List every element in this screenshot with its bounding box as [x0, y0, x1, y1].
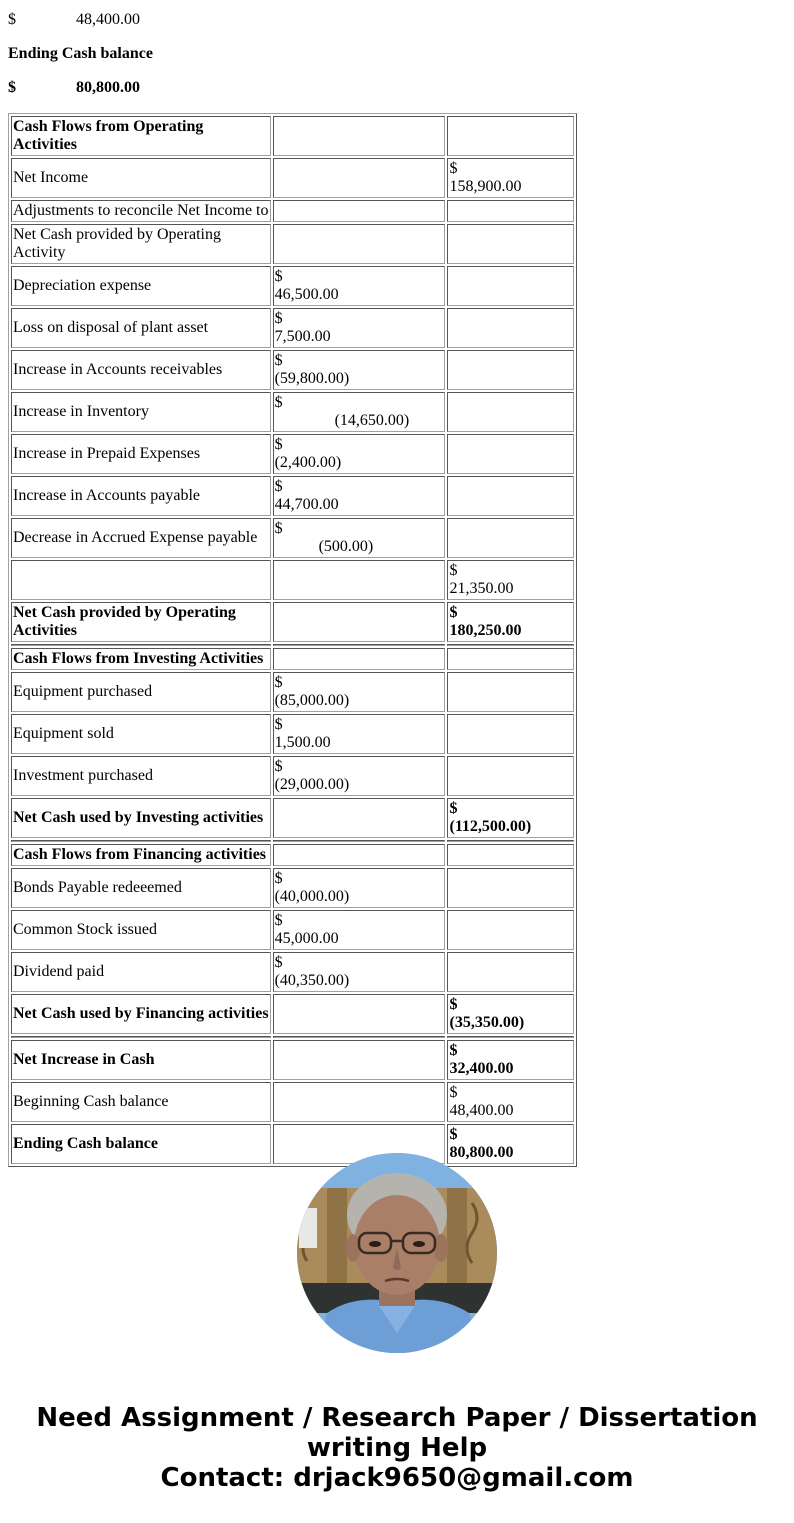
total-cell — [447, 308, 574, 348]
amount-cell — [273, 602, 446, 642]
table-row — [11, 308, 574, 348]
total-cell — [447, 1040, 574, 1080]
row-label: Bonds Payable redeeemed — [11, 868, 271, 908]
table-row — [11, 434, 574, 474]
currency-symbol: $ — [274, 436, 283, 453]
row-label: Beginning Cash balance — [11, 1082, 271, 1122]
row-label: Net Income — [11, 158, 271, 198]
row-label: Loss on disposal of plant asset — [11, 308, 271, 348]
amount-cell — [273, 116, 446, 156]
row-label: Dividend paid — [11, 952, 271, 992]
total-cell — [447, 1082, 574, 1122]
table-row-beginning-cash — [11, 1082, 574, 1122]
amount-value: (40,000.00) — [274, 888, 350, 905]
total-cell — [447, 200, 574, 222]
table-row-ending-cash — [11, 1124, 574, 1164]
row-label: Increase in Accounts payable — [11, 476, 271, 516]
amount-value: (500.00) — [318, 538, 374, 555]
table-row-section-header — [11, 844, 574, 866]
currency-symbol: $ — [274, 394, 283, 411]
total-cell — [447, 350, 574, 390]
amount-cell — [273, 648, 446, 670]
table-row — [11, 350, 574, 390]
total-cell — [447, 756, 574, 796]
amount-cell — [273, 910, 446, 950]
table-row — [11, 672, 574, 712]
amount-cell — [273, 200, 446, 222]
total-value: 80,800.00 — [449, 1144, 514, 1161]
amount-cell — [273, 952, 446, 992]
total-cell — [447, 116, 574, 156]
amount-cell — [273, 266, 446, 306]
row-label: Net Increase in Cash — [11, 1040, 271, 1080]
table-row — [11, 392, 574, 432]
table-row — [11, 560, 574, 600]
total-cell — [447, 910, 574, 950]
row-label: Ending Cash balance — [11, 1124, 271, 1164]
amount-value: 7,500.00 — [274, 328, 331, 345]
total-value: 21,350.00 — [449, 580, 514, 597]
currency-symbol: $ — [274, 758, 283, 775]
total-value: 48,400.00 — [449, 1102, 514, 1119]
table-row-investing-total — [11, 798, 574, 838]
amount-value: (2,400.00) — [274, 454, 342, 471]
amount-value: (85,000.00) — [274, 692, 350, 709]
row-label: Increase in Accounts receivables — [11, 350, 271, 390]
row-label: Investment purchased — [11, 756, 271, 796]
currency-symbol: $ — [449, 562, 458, 579]
total-value: (35,350.00) — [449, 1014, 525, 1031]
total-cell — [447, 714, 574, 754]
table-row-net-increase — [11, 1040, 574, 1080]
amount-cell — [273, 1082, 446, 1122]
promo-contact-line: Contact: drjack9650@gmail.com — [160, 1463, 634, 1493]
currency-symbol: $ — [274, 912, 283, 929]
currency-symbol: $ — [274, 716, 283, 733]
currency-symbol: $ — [274, 310, 283, 327]
promo-line-2: writing Help — [306, 1433, 488, 1463]
amount-cell — [273, 994, 446, 1034]
currency-symbol: $ — [274, 352, 283, 369]
amount-value: 80,800.00 — [76, 79, 140, 96]
row-label: Net Cash provided by Operating Activity — [11, 224, 271, 264]
ending-cash-amount-line — [8, 79, 140, 97]
total-cell — [447, 518, 574, 558]
total-cell — [447, 952, 574, 992]
amount-cell — [273, 224, 446, 264]
table-row — [11, 116, 574, 156]
amount-cell — [273, 714, 446, 754]
currency-symbol: $ — [274, 954, 283, 971]
section-separator — [11, 644, 574, 646]
currency-symbol: $ — [8, 11, 16, 28]
total-cell — [447, 994, 574, 1034]
table-row — [11, 266, 574, 306]
amount-cell — [273, 308, 446, 348]
row-label: Common Stock issued — [11, 910, 271, 950]
total-cell — [447, 1124, 574, 1164]
table-row — [11, 756, 574, 796]
row-label: Equipment purchased — [11, 672, 271, 712]
section-separator — [11, 1036, 574, 1038]
amount-cell — [273, 158, 446, 198]
amount-value: 1,500.00 — [274, 734, 331, 751]
beginning-cash-amount-line — [8, 11, 140, 29]
amount-cell — [273, 476, 446, 516]
currency-symbol: $ — [274, 268, 283, 285]
row-label: Equipment sold — [11, 714, 271, 754]
row-label: Decrease in Accrued Expense payable — [11, 518, 271, 558]
amount-cell — [273, 392, 446, 432]
total-cell — [447, 434, 574, 474]
row-label: Increase in Prepaid Expenses — [11, 434, 271, 474]
amount-value: (29,000.00) — [274, 776, 350, 793]
cash-flow-statement-table — [8, 113, 577, 1167]
total-cell — [447, 868, 574, 908]
amount-value: (14,650.00) — [334, 412, 410, 429]
table-row-operating-total — [11, 602, 574, 642]
amount-cell — [273, 844, 446, 866]
table-row — [11, 158, 574, 198]
table-row-financing-total — [11, 994, 574, 1034]
amount-value: 45,000.00 — [274, 930, 339, 947]
currency-symbol: $ — [449, 996, 458, 1013]
row-label — [11, 560, 271, 600]
currency-symbol: $ — [274, 870, 283, 887]
currency-symbol: $ — [449, 1084, 458, 1101]
table-row — [11, 224, 574, 264]
promo-banner — [0, 1403, 794, 1493]
amount-cell — [273, 798, 446, 838]
amount-value: 46,500.00 — [274, 286, 339, 303]
total-cell — [447, 648, 574, 670]
table-row — [11, 518, 574, 558]
total-cell — [447, 844, 574, 866]
table-row — [11, 476, 574, 516]
total-value: (112,500.00) — [449, 818, 532, 835]
portrait-image — [297, 1153, 497, 1353]
section-separator — [11, 840, 574, 842]
total-value: 32,400.00 — [449, 1060, 514, 1077]
amount-cell — [273, 756, 446, 796]
row-label: Net Cash used by Investing activities — [11, 798, 271, 838]
table-row — [11, 868, 574, 908]
total-cell — [447, 560, 574, 600]
total-cell — [447, 158, 574, 198]
table-row — [11, 952, 574, 992]
amount-cell — [273, 672, 446, 712]
amount-cell — [273, 434, 446, 474]
amount-cell — [273, 350, 446, 390]
total-cell — [447, 392, 574, 432]
promo-line-1: Need Assignment / Research Paper / Dissertation — [36, 1403, 758, 1433]
table-row — [11, 200, 574, 222]
ending-cash-label: Ending Cash balance — [8, 45, 153, 62]
total-value: 180,250.00 — [449, 622, 522, 639]
amount-cell — [273, 1040, 446, 1080]
currency-symbol: $ — [274, 478, 283, 495]
row-label: Cash Flows from Financing activities — [11, 844, 271, 866]
row-label: Cash Flows from Operating Activities — [11, 116, 271, 156]
row-label: Depreciation expense — [11, 266, 271, 306]
total-cell — [447, 266, 574, 306]
tutor-avatar — [297, 1153, 497, 1353]
currency-symbol: $ — [449, 1126, 458, 1143]
currency-symbol: $ — [449, 800, 458, 817]
amount-value: 44,700.00 — [274, 496, 339, 513]
row-label: Net Cash provided by Operating Activities — [11, 602, 271, 642]
total-value: 158,900.00 — [449, 178, 522, 195]
amount-cell — [273, 868, 446, 908]
currency-symbol: $ — [449, 1042, 458, 1059]
table-row-section-header — [11, 648, 574, 670]
currency-symbol: $ — [274, 674, 283, 691]
amount-value: (40,350.00) — [274, 972, 350, 989]
row-label: Net Cash used by Financing activities — [11, 994, 271, 1034]
total-cell — [447, 602, 574, 642]
amount-cell — [273, 518, 446, 558]
total-cell — [447, 672, 574, 712]
currency-symbol: $ — [8, 79, 16, 96]
currency-symbol: $ — [274, 520, 283, 537]
amount-value: (59,800.00) — [274, 370, 350, 387]
total-cell — [447, 476, 574, 516]
row-label: Increase in Inventory — [11, 392, 271, 432]
currency-symbol: $ — [449, 604, 458, 621]
amount-value: 48,400.00 — [76, 11, 140, 28]
currency-symbol: $ — [449, 160, 458, 177]
row-label: Cash Flows from Investing Activities — [11, 648, 271, 670]
row-label: Adjustments to reconcile Net Income to — [11, 200, 271, 222]
amount-cell — [273, 560, 446, 600]
table-row — [11, 714, 574, 754]
total-cell — [447, 798, 574, 838]
total-cell — [447, 224, 574, 264]
table-row — [11, 910, 574, 950]
